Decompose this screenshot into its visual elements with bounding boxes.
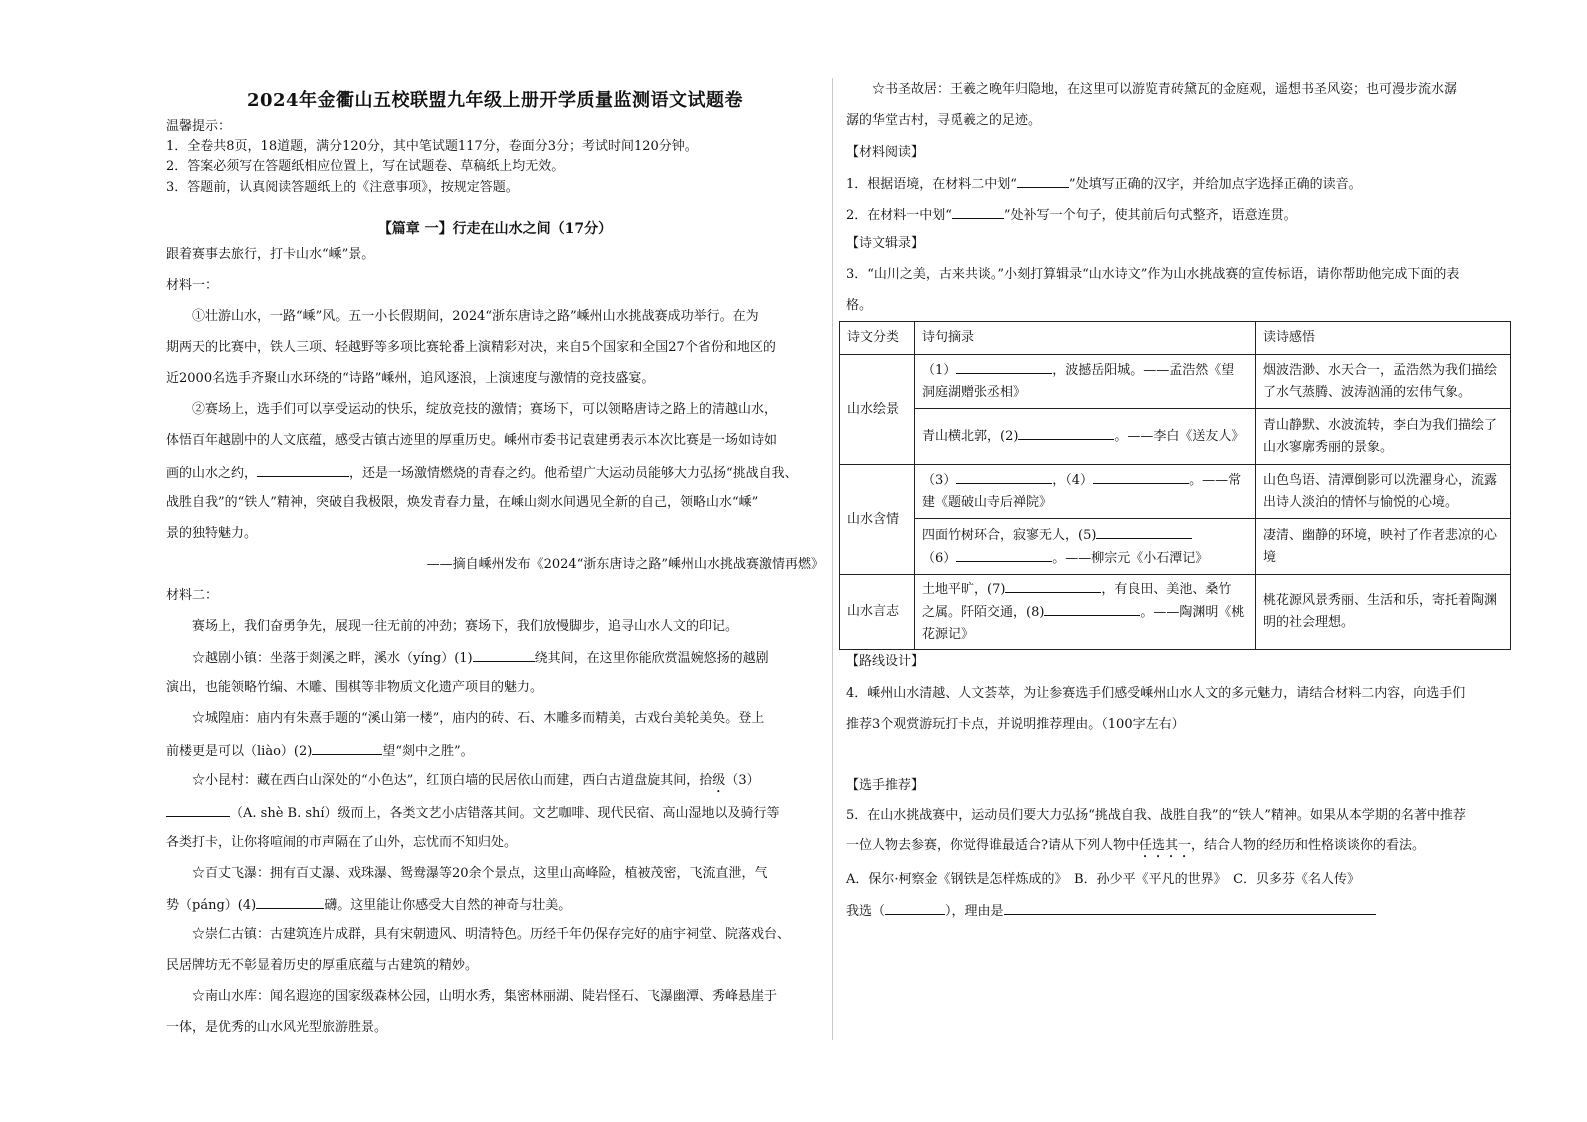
- m2-yueju-line1: ☆越剧小镇：坐落于剡溪之畔，溪水（yíng）(1) 绕其间，在这里你能欣赏温婉悠扬的越剧: [166, 647, 824, 669]
- chapter-title: 【篇章 一】行走在山水之间（17分）: [377, 221, 613, 237]
- question-5-line2: 一位人物去参赛，你觉得谁最适合?请从下列人物中任选其一，结合人物的经历和性格谈谈你的看法。: [846, 838, 1426, 853]
- answer-choice-blank[interactable]: [885, 900, 945, 915]
- tip-3: 3．答题前，认真阅读答题纸上的《注意事项》，按规定答题。: [166, 180, 519, 195]
- m2-yueju-line2: 演出，也能领略竹编、木雕、围棋等非物质文化遗产项目的魅力。: [166, 680, 544, 695]
- tips-label: 温馨提示：: [166, 119, 232, 134]
- chapter-intro: 跟着赛事去旅行，打卡山水“嵊”景。: [166, 247, 375, 262]
- q1-mark: [1017, 173, 1069, 188]
- table-row: [840, 355, 1511, 409]
- m2-chenghuang-line1: ☆城隍庙：庙内有朱熹手题的“溪山第一楼”，庙内的砖、石、木雕多而精美，古戏台美轮美奂。登上: [192, 711, 765, 726]
- excerpt-cell: （3） ，（4） 。——常 建《题破山寺后禅院》: [915, 465, 1256, 519]
- question-3-line2: 格。: [846, 298, 873, 313]
- header-feeling: 读诗感悟: [1256, 322, 1511, 355]
- m2-nanshan-line1: ☆南山水库：闻名遐迩的国家级森林公园，山明水秀，集密林丽湖、陡岩怪石、飞瀑幽潭、秀峰悬崖于: [192, 989, 778, 1004]
- question-5-line1: 5．在山水挑战赛中，运动员们要大力弘扬“挑战自我、战胜自我”的“铁人”精神。如果从本学期的名著中推荐: [846, 808, 1466, 823]
- feeling-cell: 青山静默、水波流转，李白为我们描绘了山水寥廓秀丽的景象。: [1256, 409, 1511, 465]
- m1-p2-line5: 景的独特魅力。: [166, 526, 258, 541]
- m2-intro: 赛场上，我们奋勇争先，展现一往无前的冲劲；赛场下，我们放慢脚步，追寻山水人文的印记。: [192, 619, 739, 634]
- table-row: [840, 575, 1511, 650]
- question-5-options: A．保尔·柯察金《钢铁是怎样炼成的》 B．孙少平《平凡的世界》 C．贝多芬《名人传》: [846, 872, 1361, 887]
- header-excerpt: 诗句摘录: [915, 322, 1256, 355]
- answer-blank-poem-5[interactable]: [1096, 524, 1192, 539]
- header-category: 诗文分类: [840, 322, 915, 355]
- answer-reason-blank[interactable]: [1004, 900, 1376, 915]
- dotted-char-she: 级: [712, 773, 726, 788]
- m2-baizhang-line2: 势（páng）(4) 礴。这里能让你感受大自然的神奇与壮美。: [166, 894, 824, 916]
- m2-xiaokun-line2: （A. shè B. shí）级而上，各类文艺小店错落其间。文艺咖啡、现代民宿、高山湿地以及骑行等: [166, 802, 824, 824]
- m2-xiaokun-line1: ☆小昆村：藏在西白山深处的“小色达”，红顶白墙的民居依山而建，西白古道盘旋其间，拾级（3）: [192, 773, 760, 788]
- m1-p2-line4: 战胜自我”的“铁人”精神，突破自我极限，焕发青春力量，在嵊山剡水间遇见全新的自己，领略山水“嵊”: [166, 495, 759, 510]
- answer-blank-poem-4[interactable]: [1093, 469, 1189, 484]
- answer-blank-1[interactable]: [473, 647, 535, 662]
- section-pick: 【选手推荐】: [846, 778, 925, 793]
- question-3-line1: 3．“山川之美，古来共谈。”小刻打算辑录“山水诗文”作为山水挑战赛的宣传标语，请你帮助他完成下面的表: [846, 267, 1460, 282]
- m1-p2-line3: 画的山水之约， ，还是一场激情燃烧的青春之约。他希望广大运动员能够大力弘扬“挑战自我、: [166, 462, 824, 484]
- answer-blank-poem-7[interactable]: [1005, 578, 1101, 593]
- material-1-source: ——摘自嵊州发布《2024“浙东唐诗之路”嵊州山水挑战赛激情再燃》: [426, 557, 824, 572]
- m1-p1-line1: ①壮游山水，一路“嵊”风。五一小长假期间，2024“浙东唐诗之路”嵊州山水挑战赛成功举行。在为: [192, 309, 759, 324]
- answer-blank-4[interactable]: [256, 894, 324, 909]
- m1-p2-line2: 体悟百年越剧中的人文底蕴，感受古镇古迹里的厚重历史。嵊州市委书记袁建勇表示本次比赛是一场如诗如: [166, 433, 778, 448]
- shusheng-line2: 潺的华堂古村，寻觅羲之的足迹。: [846, 113, 1042, 128]
- section-route: 【路线设计】: [846, 654, 925, 669]
- m2-xiaokun-line3: 各类打卡，让你将喧闹的市声隔在了山外，忘忧而不知归处。: [166, 835, 518, 850]
- poetry-table: [839, 321, 1511, 650]
- category-cell: 山水绘景: [840, 355, 915, 465]
- tip-2: 2．答案必须写在答题纸相应位置上，写在试题卷、草稿纸上均无效。: [166, 159, 565, 174]
- question-5-answer: 我选（ ），理由是: [846, 900, 1514, 922]
- m1-p1-line2: 期两天的比赛中，铁人三项、轻越野等多项比赛轮番上演精彩对决，来自5个国家和全国27个省份和地区的: [166, 340, 776, 355]
- material-1-label: 材料一：: [166, 278, 219, 293]
- material-2-label: 材料二：: [166, 588, 219, 603]
- table-header-row: [840, 322, 1511, 355]
- m2-chongren-line1: ☆崇仁古镇：古建筑连片成群，具有宋朝遗风、明清特色。历经千年仍保存完好的庙宇祠堂、院落戏台、: [192, 927, 791, 942]
- dotted-emphasis: 任选其一: [1138, 838, 1191, 853]
- feeling-cell: 山色鸟语、清潭倒影可以洗濯身心，流露出诗人淡泊的情怀与愉悦的心境。: [1256, 465, 1511, 519]
- answer-blank-poem-2[interactable]: [1018, 425, 1114, 440]
- table-row: [840, 519, 1511, 575]
- answer-blank-3[interactable]: [166, 802, 230, 817]
- category-cell: 山水含情: [840, 465, 915, 575]
- tip-1: 1．全卷共8页，18道题，满分120分，其中笔试题117分，卷面分3分；考试时间120分钟。: [166, 139, 698, 154]
- q2-mark: [952, 204, 1004, 219]
- table-row: [840, 409, 1511, 465]
- excerpt-cell: （1） ，波撼岳阳城。——孟浩然《望 洞庭湖赠张丞相》: [915, 355, 1256, 409]
- question-4-line2: 推荐3个观赏游玩打卡点，并说明推荐理由。（100字左右）: [846, 717, 1185, 732]
- feeling-cell: 桃花源风景秀丽、生活和乐，寄托着陶渊明的社会理想。: [1256, 575, 1511, 650]
- section-reading: 【材料阅读】: [846, 145, 925, 160]
- table-row: [840, 465, 1511, 519]
- category-cell: 山水言志: [840, 575, 915, 650]
- m2-chongren-line2: 民居牌坊无不彰显着历史的厚重底蕴与古建筑的精妙。: [166, 958, 479, 973]
- m2-chenghuang-line2: 前楼更是可以（liào）(2) 望“剡中之胜”。: [166, 740, 824, 762]
- m1-p1-line3: 近2000名选手齐聚山水环绕的“诗路”嵊州，追风逐浪，上演速度与激情的竞技盛宴。: [166, 371, 655, 386]
- feeling-cell: 烟波浩渺、水天合一，孟浩然为我们描绘了水气蒸腾、波涛汹涌的宏伟气象。: [1256, 355, 1511, 409]
- answer-blank-2[interactable]: [312, 740, 382, 755]
- answer-blank-poem-8[interactable]: [1044, 601, 1140, 616]
- page-title: 2024年金衢山五校联盟九年级上册开学质量监测语文试题卷: [246, 90, 744, 111]
- question-4-line1: 4．嵊州山水清越、人文荟萃，为让参赛选手们感受嵊州山水人文的多元魅力，请结合材料二内容，向选手们: [846, 686, 1466, 701]
- shusheng-line1: ☆书圣故居：王羲之晚年归隐地，在这里可以游览青砖黛瓦的金庭观，遥想书圣风姿；也可漫步流水潺: [872, 82, 1458, 97]
- m1-p2-line1: ②赛场上，选手们可以享受运动的快乐，绽放竞技的激情；赛场下，可以领略唐诗之路上的清越山水，: [192, 402, 778, 417]
- section-poetry: 【诗文辑录】: [846, 236, 925, 251]
- m2-baizhang-line1: ☆百丈飞瀑：拥有百丈瀑、戏珠瀑、鸳鸯瀑等20余个景点，这里山高峰险，植被茂密，飞流直泄，气: [192, 866, 768, 881]
- question-1: 1．根据语境，在材料二中划“ ”处填写正确的汉字，并给加点字选择正确的读音。: [846, 173, 1514, 195]
- excerpt-cell: 土地平旷，(7) ，有良田、美池、桑竹 之属。阡陌交通，(8) 。——陶渊明《桃 花源记》: [915, 575, 1256, 650]
- answer-blank-material1[interactable]: [257, 462, 349, 477]
- feeling-cell: 凄清、幽静的环境，映衬了作者悲凉的心境: [1256, 519, 1511, 575]
- m2-nanshan-line2: 一体，是优秀的山水风光型旅游胜景。: [166, 1020, 388, 1035]
- excerpt-cell: 青山横北郭，(2) 。——李白《送友人》: [915, 409, 1256, 465]
- answer-blank-poem-6[interactable]: [956, 547, 1052, 562]
- excerpt-cell: 四面竹树环合，寂寥无人，(5) （6） 。——柳宗元《小石潭记》: [915, 519, 1256, 575]
- question-2: 2．在材料一中划“ ”处补写一个句子，使其前后句式整齐，语意连贯。: [846, 204, 1514, 226]
- answer-blank-poem-3[interactable]: [956, 469, 1052, 484]
- answer-blank-poem-1[interactable]: [956, 359, 1052, 374]
- column-divider: [832, 78, 833, 1040]
